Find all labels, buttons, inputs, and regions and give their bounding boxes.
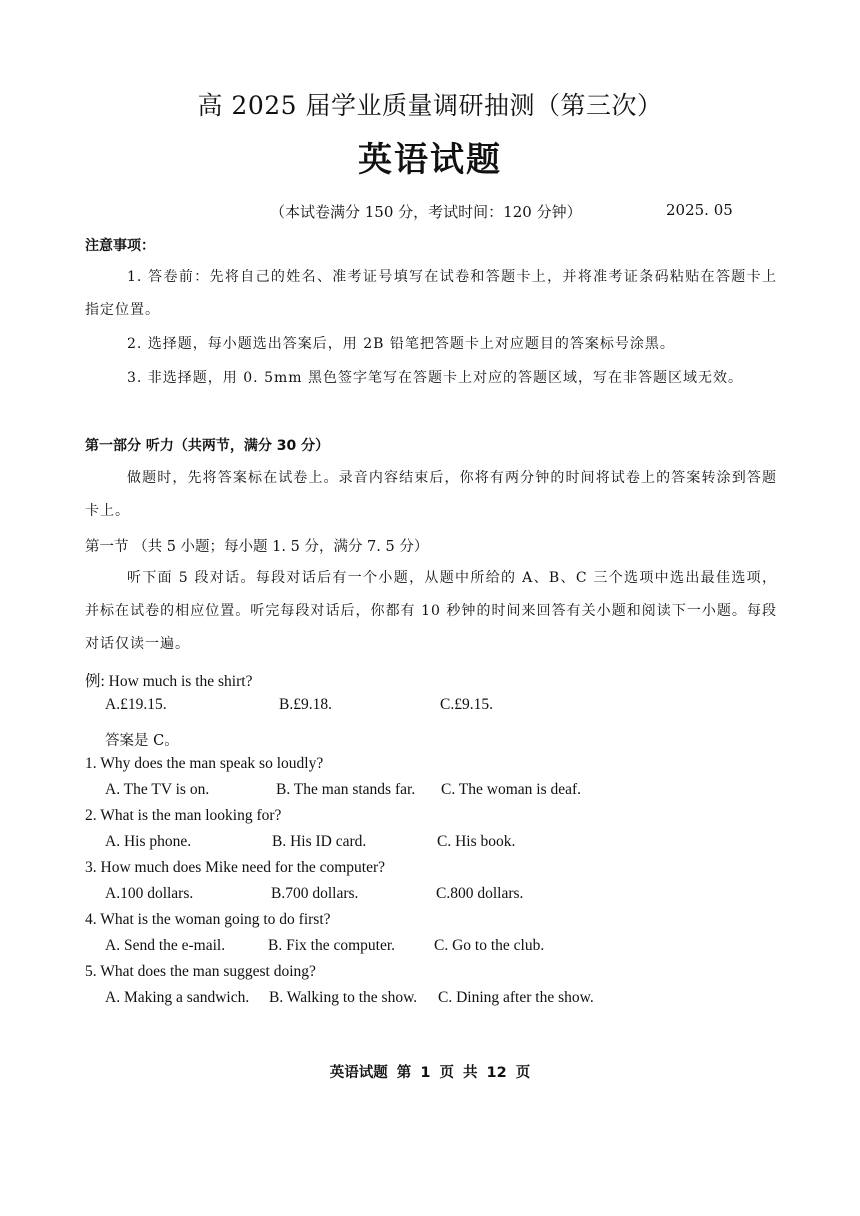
question-4: 4. What is the woman going to do first? (85, 911, 331, 928)
question-1-option-a: A. The TV is on. (105, 781, 210, 798)
exam-date: 2025. 05 (666, 201, 733, 219)
question-4-option-a: A. Send the e-mail. (105, 937, 226, 954)
notice-item-3: 3. 非选择题，用 0. 5mm 黑色签字笔写在答题卡上对应的答题区域，写在非答题区域无效。 (127, 370, 743, 386)
page-footer: 英语试题 第 1 页 共 12 页 (329, 1065, 531, 1081)
exam-info: （本试卷满分 150 分，考试时间：120 分钟） (270, 203, 582, 221)
question-4-option-c: C. Go to the club. (434, 937, 545, 954)
example-option-b: B.£9.18. (279, 696, 332, 713)
question-5-option-b: B. Walking to the show. (269, 989, 418, 1006)
question-5-option-c: C. Dining after the show. (438, 989, 594, 1006)
notice-item-1: 1. 答卷前：先将自己的姓名、准考证号填写在试卷和答题卡上，并将准考证条码粘贴在答题卡上指定位置。 (85, 269, 777, 318)
example-question: 例: How much is the shirt? (85, 673, 253, 690)
part1-instruction: 做题时，先将答案标在试卷上。录音内容结束后，你将有两分钟的时间将试卷上的答案转涂到答题卡上。 (85, 470, 777, 519)
question-4-option-b: B. Fix the computer. (268, 937, 396, 954)
question-5: 5. What does the man suggest doing? (85, 963, 316, 980)
question-3-option-a: A.100 dollars. (105, 885, 194, 902)
section1-heading: 第一节 （共 5 小题；每小题 1. 5 分，满分 7. 5 分） (85, 539, 429, 555)
question-1-option-b: B. The man stands far. (276, 781, 416, 798)
question-2-option-c: C. His book. (437, 833, 516, 850)
question-3-option-c: C.800 dollars. (436, 885, 524, 902)
question-2-option-a: A. His phone. (105, 833, 192, 850)
example-option-c: C.£9.15. (440, 696, 493, 713)
question-1: 1. Why does the man speak so loudly? (85, 755, 324, 772)
question-2: 2. What is the man looking for? (85, 807, 282, 824)
notice-heading: 注意事项： (85, 238, 155, 254)
example-option-a: A.£19.15. (105, 696, 167, 713)
example-answer: 答案是 C。 (105, 733, 179, 749)
question-5-option-a: A. Making a sandwich. (105, 989, 250, 1006)
part1-heading: 第一部分 听力（共两节，满分 30 分） (85, 438, 330, 454)
subject-title: 英语试题 (358, 140, 502, 180)
question-1-option-c: C. The woman is deaf. (441, 781, 582, 798)
exam-title: 高 2025 届学业质量调研抽测（第三次） (197, 91, 663, 120)
section1-instruction: 听下面 5 段对话。每段对话后有一个小题，从题中所给的 A、B、C 三个选项中选出最佳选项，并标在试卷的相应位置。听完每段对话后，你都有 10 秒钟的时间来回答有关小题和阅读下一小题。每段对话仅读一遍。 (85, 570, 777, 652)
question-3: 3. How much does Mike need for the computer? (85, 859, 386, 876)
notice-item-2: 2. 选择题，每小题选出答案后，用 2B 铅笔把答题卡上对应题目的答案标号涂黑。 (127, 336, 675, 352)
question-3-option-b: B.700 dollars. (271, 885, 359, 902)
question-2-option-b: B. His ID card. (272, 833, 367, 850)
